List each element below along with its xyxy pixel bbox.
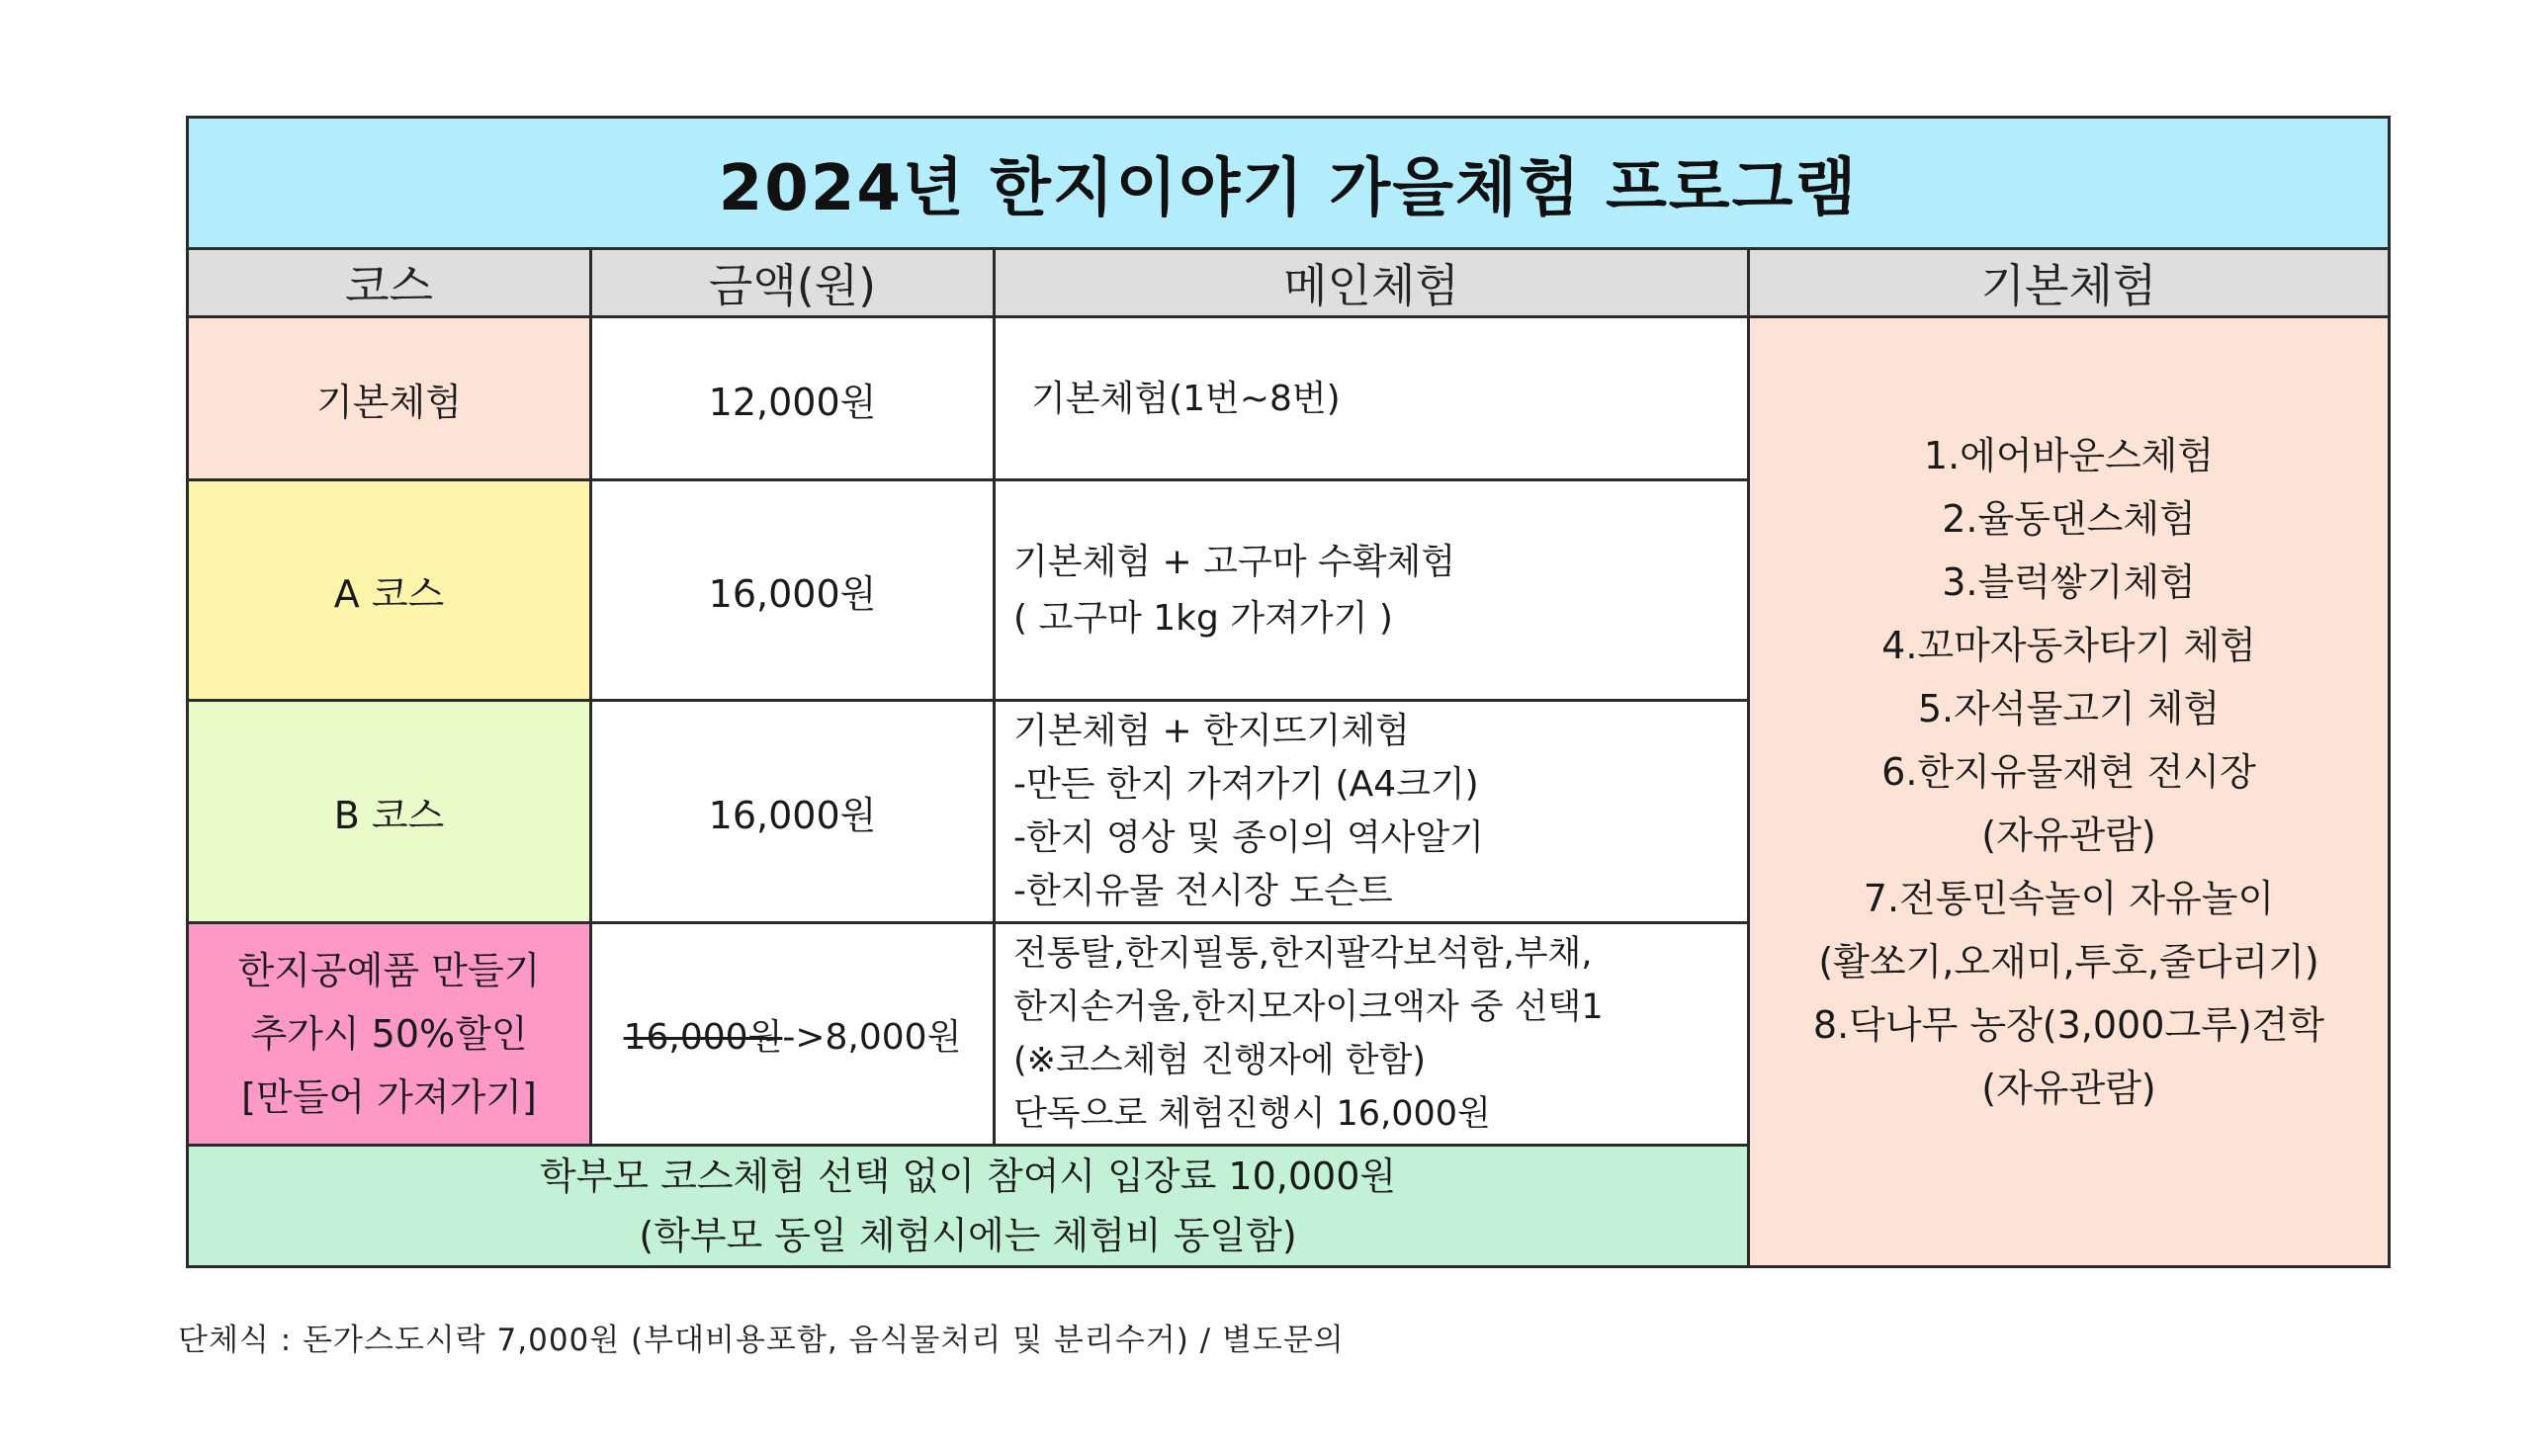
page-title: 2024년 한지이야기 가을체험 프로그램 <box>188 118 2390 249</box>
craft-label-line: 추가시 50%할인 <box>250 1012 528 1056</box>
basic-item: (자유관람) <box>1981 814 2156 857</box>
course-a: A 코스 <box>188 480 591 701</box>
craft-label-line: 한지공예품 만들기 <box>237 949 541 992</box>
price-new: ->8,000원 <box>782 1016 962 1058</box>
basic-item: 5.자석물고기 체험 <box>1917 687 2221 730</box>
header-main: 메인체험 <box>995 249 1749 317</box>
course-craft <box>188 923 591 1146</box>
basic-item: 1.에어바운스체험 <box>1923 434 2215 477</box>
main-craft <box>995 923 1749 1146</box>
parent-note-line: (학부모 동일 체험시에는 체험비 동일함) <box>639 1214 1297 1257</box>
main-craft-line: (※코스체험 진행자에 한함) <box>1013 1041 1426 1080</box>
basic-item: (자유관람) <box>1981 1067 2156 1110</box>
course-basic: 기본체험 <box>188 317 591 480</box>
main-b-line: 기본체험 + 한지뜨기체험 <box>1013 711 1410 751</box>
main-b <box>995 701 1749 923</box>
header-course: 코스 <box>188 249 591 317</box>
price-basic: 12,000원 <box>591 317 995 480</box>
main-craft-line: 단독으로 체험진행시 16,000원 <box>1013 1094 1491 1134</box>
basic-item: 4.꼬마자동차타기 체험 <box>1881 624 2256 667</box>
price-craft <box>591 923 995 1146</box>
main-craft-line: 전통탈,한지필통,한지팔각보석함,부채, <box>1013 934 1593 974</box>
main-b-line: -만든 한지 가져가기 (A4크기) <box>1013 764 1479 805</box>
main-craft-line: 한지손거울,한지모자이크액자 중 선택1 <box>1013 987 1604 1027</box>
header-price: 금액(원) <box>591 249 995 317</box>
basic-experience-list <box>1749 317 2390 1267</box>
main-b-line: -한지 영상 및 종이의 역사알기 <box>1013 817 1485 858</box>
main-basic <box>995 317 1749 480</box>
basic-item: (활쏘기,오재미,투호,줄다리기) <box>1818 940 2319 984</box>
header-basic: 기본체험 <box>1749 249 2390 317</box>
price-a: 16,000원 <box>591 480 995 701</box>
basic-item: 2.율동댄스체험 <box>1942 497 2196 541</box>
basic-item: 6.한지유물재현 전시장 <box>1881 750 2256 794</box>
main-basic-line: 기본체험(1번~8번) <box>1031 378 1341 419</box>
price-b: 16,000원 <box>591 701 995 923</box>
main-a-line: ( 고구마 1kg 가져가기 ) <box>1013 598 1393 639</box>
program-table <box>186 116 2391 1268</box>
basic-item: 8.닥나무 농장(3,000그루)견학 <box>1812 1003 2325 1047</box>
craft-label-line: [만들어 가져가기] <box>241 1075 537 1119</box>
parent-note <box>188 1146 1749 1267</box>
parent-note-line: 학부모 코스체험 선택 없이 참여시 입장료 10,000원 <box>539 1155 1397 1198</box>
footer-note: 단체식 : 돈가스도시락 7,000원 (부대비용포함, 음식물처리 및 분리수거) / 별도문의 <box>178 1323 1345 1358</box>
main-a <box>995 480 1749 701</box>
price-old: 16,000원 <box>623 1016 783 1058</box>
main-a-line: 기본체험 + 고구마 수확체험 <box>1013 542 1456 582</box>
main-b-line: -한지유물 전시장 도슨트 <box>1013 871 1393 911</box>
basic-item: 3.블럭쌓기체험 <box>1942 560 2196 604</box>
course-b: B 코스 <box>188 701 591 923</box>
basic-item: 7.전통민속놀이 자유놀이 <box>1863 877 2275 920</box>
